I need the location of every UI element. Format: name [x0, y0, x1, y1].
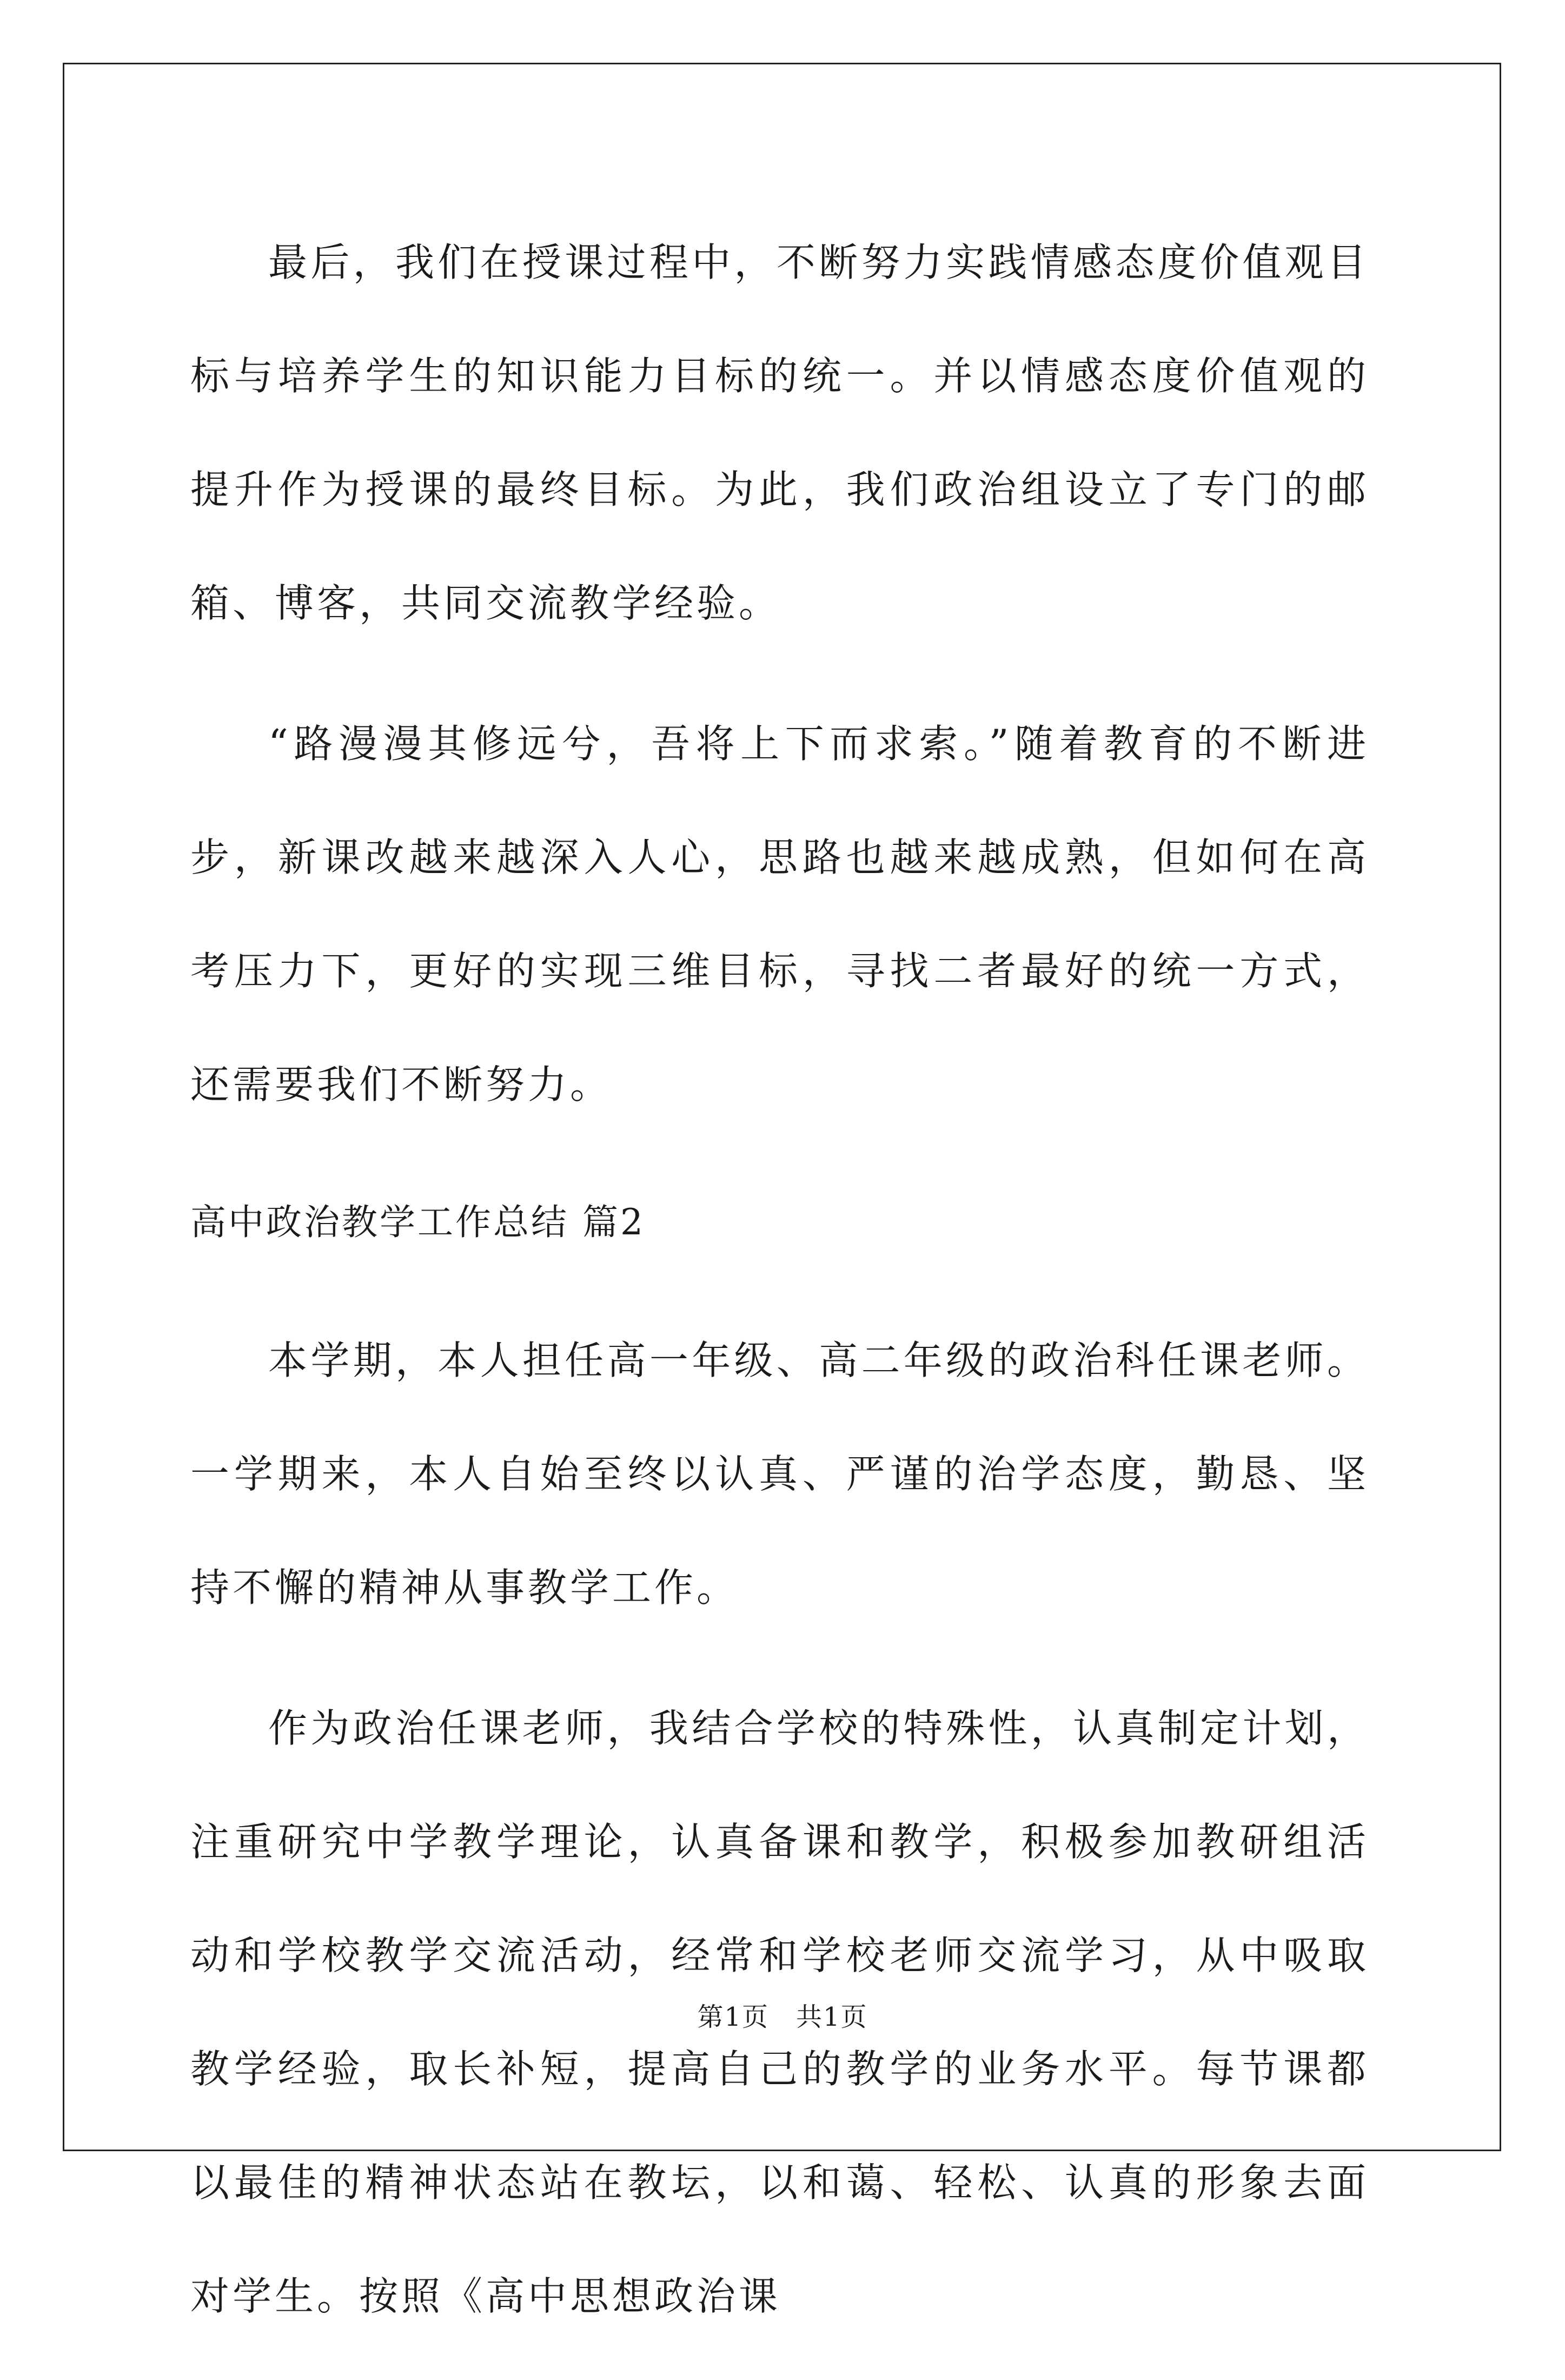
- section-heading: 高中政治教学工作总结 篇2: [190, 1201, 645, 1243]
- document-body: [190, 206, 1369, 2380]
- paragraph: 最后，我们在授课过程中，不断努力实践情感态度价值观目标与培养学生的知识能力目标的统一。并以情感态度价值观的提升作为授课的最终目标。为此，我们政治组设立了专门的邮箱、博客，共同交流教学经验。: [190, 240, 1369, 626]
- paragraph: “路漫漫其修远兮，吾将上下而求索。”随着教育的不断进步，新课改越来越深入人心，思路也越来越成熟，但如何在高考压力下，更好的实现三维目标，寻找二者最好的统一方式，还需要我们不断努力。: [190, 721, 1369, 1107]
- page-footer: 第1页 共1页: [697, 2002, 868, 2032]
- paragraph: 作为政治任课老师，我结合学校的特殊性，认真制定计划，注重研究中学教学理论，认真备课和教学，积极参加教研组活动和学校教学交流活动，经常和学校老师交流学习，从中吸取教学经验，取长补短，提高自己的教学的业务水平。每节课都以最佳的精神状态站在教坛，以和蔼、轻松、认真的形象去面对学生。按照《高中思想政治课: [190, 1705, 1369, 2319]
- paragraph: 本学期，本人担任高一年级、高二年级的政治科任课老师。一学期来，本人自始至终以认真、严谨的治学态度，勤恳、坚持不懈的精神从事教学工作。: [190, 1338, 1369, 1610]
